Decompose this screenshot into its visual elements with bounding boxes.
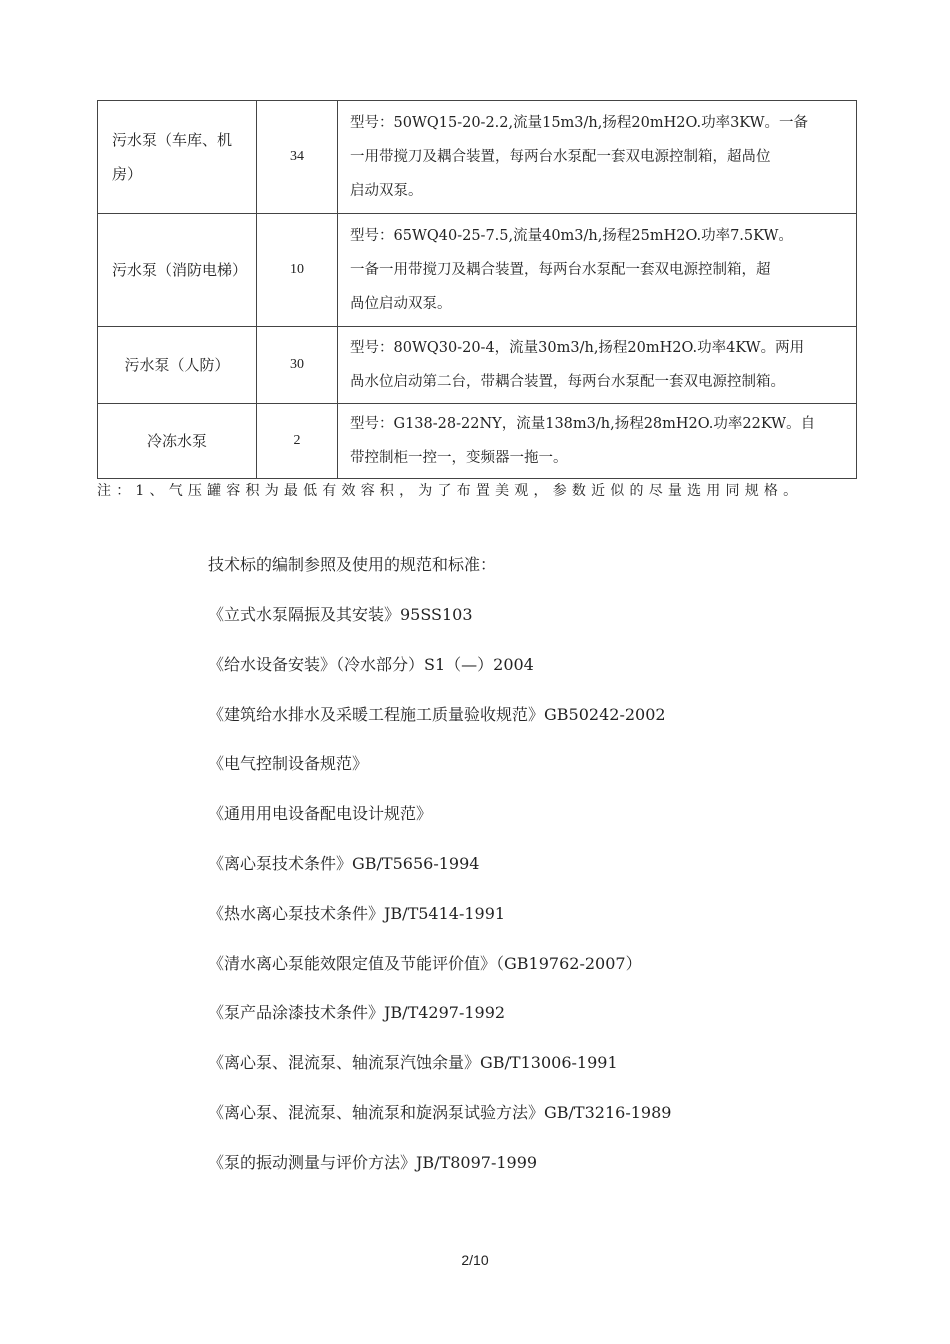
table-row xyxy=(98,101,857,214)
table-row xyxy=(98,327,857,404)
page-number: 2/10 xyxy=(461,1252,489,1268)
standard-item: 《通用用电设备配电设计规范》 xyxy=(208,804,433,824)
standard-item: 《热水离心泵技术条件》JB/T5414-1991 xyxy=(208,903,506,923)
pump-description xyxy=(338,214,857,327)
standard-item: 《清水离心泵能效限定值及节能评价值》（GB19762-2007） xyxy=(208,953,642,973)
description-line: 型号：65WQ40-25-7.5,流量40m3/h,扬程25mH2O.功率7.5KW。 xyxy=(350,228,793,244)
pump-name: 污水泵（人防） xyxy=(124,356,230,374)
table-note: 注：1、气压罐容积为最低有效容积，为了布置美观，参数近似的尽量选用同规格。 xyxy=(97,483,803,499)
description-line: 咼位启动双泵。 xyxy=(350,296,452,312)
description-line: 型号：50WQ15-20-2.2,流量15m3/h,扬程20mH2O.功率3KW。一备 xyxy=(350,115,809,131)
reference-standards-section xyxy=(208,550,671,1198)
description-line: 型号：G138-28-22NY，流量138m3/h,扬程28mH2O.功率22KW。自 xyxy=(350,416,816,432)
description-line: 一用带搅刀及耦合装置，每两台水泵配一套双电源控制箱，超咼位 xyxy=(350,149,771,165)
pump-description xyxy=(338,404,857,479)
table-row xyxy=(98,404,857,479)
pump-quantity: 10 xyxy=(257,214,338,327)
description-line: 带控制柜一控一，变频器一拖一。 xyxy=(350,450,568,466)
description-line: 一备一用带搅刀及耦合装置，每两台水泵配一套双电源控制箱，超 xyxy=(350,262,771,278)
pump-name: 冷冻水泵 xyxy=(146,432,207,450)
standard-item: 《泵的振动测量与评价方法》JB/T8097-1999 xyxy=(208,1152,538,1172)
standard-item: 《离心泵、混流泵、轴流泵和旋涡泵试验方法》GB/T3216-1989 xyxy=(208,1102,672,1122)
pump-description xyxy=(338,101,857,214)
pump-description xyxy=(338,327,857,404)
standard-item: 《建筑给水排水及采暖工程施工质量验收规范》GB50242-2002 xyxy=(208,704,666,724)
pump-quantity: 34 xyxy=(257,101,338,214)
standard-item: 《泵产品涂漆技术条件》JB/T4297-1992 xyxy=(208,1003,506,1023)
standard-item: 《离心泵技术条件》GB/T5656-1994 xyxy=(208,853,480,873)
standard-item: 《立式水泵隔振及其安装》95SS103 xyxy=(208,605,473,624)
description-line: 咼水位启动第二台，带耦合装置，每两台水泵配一套双电源控制箱。 xyxy=(350,374,785,390)
pump-name: 污水泵（消防电梯） xyxy=(112,261,248,279)
table-row xyxy=(98,214,857,327)
section-heading: 技术标的编制参照及使用的规范和标准： xyxy=(208,555,497,574)
standard-item: 《离心泵、混流泵、轴流泵汽蚀余量》GB/T13006-1991 xyxy=(208,1053,618,1073)
pump-quantity: 2 xyxy=(257,404,338,479)
description-line: 启动双泵。 xyxy=(350,183,423,199)
standard-item: 《电气控制设备规范》 xyxy=(208,754,369,774)
pump-quantity: 30 xyxy=(257,327,338,404)
pump-spec-table xyxy=(97,100,857,479)
pump-name: 污水泵（车库、机房） xyxy=(112,131,233,183)
standard-item: 《给水设备安装》（冷水部分）S1（—）2004 xyxy=(208,654,534,674)
description-line: 型号：80WQ30-20-4，流量30m3/h,扬程20mH2O.功率4KW。两用 xyxy=(350,340,805,356)
